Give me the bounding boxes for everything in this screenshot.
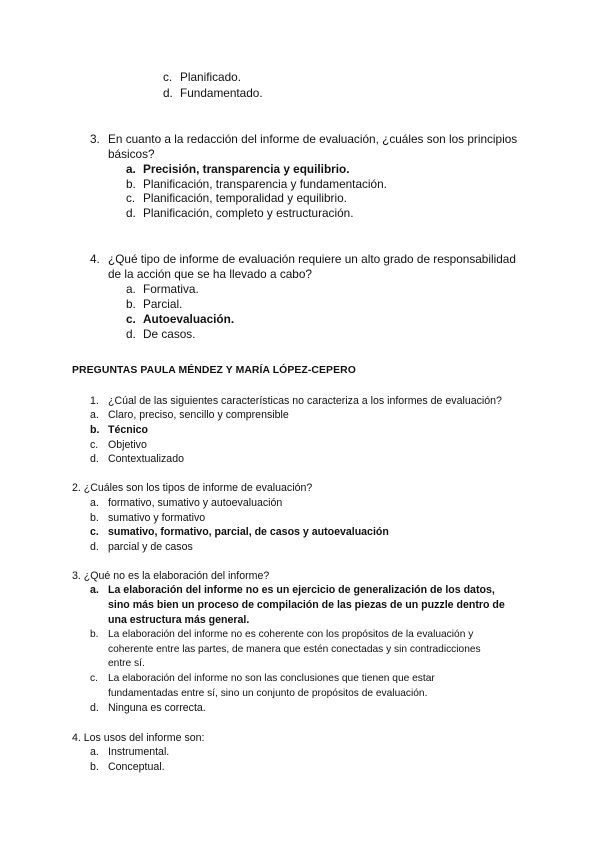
- option-letter: a.: [90, 746, 99, 758]
- option-letter: c.: [90, 673, 98, 684]
- correct-option-text: sumativo, formativo, parcial, de casos y autoevaluación: [108, 526, 389, 538]
- option-letter: d.: [126, 206, 136, 220]
- question-number: 4.: [90, 252, 100, 266]
- option-letter: a.: [90, 497, 99, 509]
- correct-option-text: Precisión, transparencia y equilibrio.: [143, 162, 350, 176]
- question-text: En cuanto a la redacción del informe de evaluación, ¿cuáles son los principios: [108, 132, 518, 146]
- option-text: Parcial.: [143, 297, 183, 311]
- option-text: sumativo y formativo: [108, 512, 206, 524]
- option-letter: a.: [90, 584, 99, 596]
- question-text: ¿Qué tipo de informe de evaluación requiere un alto grado de responsabilidad: [108, 252, 516, 266]
- option-letter: b.: [90, 424, 100, 436]
- option-letter: c.: [163, 70, 173, 84]
- option-text: Contextualizado: [108, 453, 184, 465]
- option-text: fundamentadas entre sí, sino un conjunto de propósitos de evaluación.: [108, 688, 428, 699]
- option-letter: c.: [90, 526, 99, 538]
- correct-option-text: La elaboración del informe no es un ejercicio de generalización de los datos,: [108, 584, 495, 596]
- option-letter: b.: [90, 761, 99, 773]
- option-text: Formativa.: [143, 282, 199, 296]
- option-letter: d.: [90, 702, 99, 714]
- option-letter: c.: [126, 191, 136, 205]
- question-text: ¿Cúal de las siguientes características no caracteriza a los informes de evaluación?: [108, 395, 502, 407]
- option-letter: d.: [90, 453, 99, 465]
- correct-option-text: una estructura más general.: [108, 614, 250, 626]
- option-text: Ninguna es correcta.: [108, 702, 206, 714]
- option-letter: b.: [90, 512, 99, 524]
- section-heading: PREGUNTAS PAULA MÉNDEZ Y MARÍA LÓPEZ-CEPERO: [72, 365, 356, 376]
- option-text: entre sí.: [108, 658, 145, 669]
- option-text: Planificación, completo y estructuración.: [143, 206, 354, 220]
- question-text: 4. Los usos del informe son:: [72, 732, 205, 744]
- option-text: La elaboración del informe no son las conclusiones que tienen que estar: [108, 673, 435, 684]
- option-letter: a.: [126, 282, 136, 296]
- option-text: Planificación, transparencia y fundamentación.: [143, 177, 387, 191]
- option-letter: c.: [126, 312, 136, 326]
- option-text: Objetivo: [108, 439, 147, 451]
- question-text: básicos?: [108, 147, 155, 161]
- question-text: 3. ¿Qué no es la elaboración del informe?: [72, 570, 270, 582]
- option-text: Conceptual.: [108, 761, 165, 773]
- option-text: Planificado.: [180, 70, 241, 84]
- option-letter: c.: [90, 439, 99, 451]
- option-text: De casos.: [143, 327, 196, 341]
- option-text: Instrumental.: [108, 746, 170, 758]
- option-text: formativo, sumativo y autoevaluación: [108, 497, 283, 509]
- option-text: Claro, preciso, sencillo y comprensible: [108, 409, 289, 421]
- option-text: coherente entre las partes, de manera que estén conectadas y sin contradicciones: [108, 644, 481, 655]
- option-text: Planificación, temporalidad y equilibrio.: [143, 191, 347, 205]
- option-text: La elaboración del informe no es coherente con los propósitos de la evaluación y: [108, 629, 474, 640]
- option-letter: b.: [90, 629, 99, 640]
- option-text: Fundamentado.: [180, 86, 263, 100]
- correct-option-text: Técnico: [108, 424, 149, 436]
- question-text: 2. ¿Cuáles son los tipos de informe de evaluación?: [72, 482, 313, 494]
- correct-option-text: Autoevaluación.: [143, 312, 235, 326]
- option-letter: b.: [126, 177, 136, 191]
- option-letter: d.: [126, 327, 136, 341]
- option-letter: d.: [163, 86, 173, 100]
- question-text: de la acción que se ha llevado a cabo?: [108, 267, 312, 281]
- option-letter: a.: [126, 162, 136, 176]
- correct-option-text: sino más bien un proceso de compilación de las piezas de un puzzle dentro de: [108, 599, 505, 611]
- option-text: parcial y de casos: [108, 541, 193, 553]
- question-number: 1.: [90, 395, 99, 407]
- option-letter: a.: [90, 409, 99, 421]
- question-number: 3.: [90, 132, 100, 146]
- option-letter: d.: [90, 541, 99, 553]
- option-letter: b.: [126, 297, 136, 311]
